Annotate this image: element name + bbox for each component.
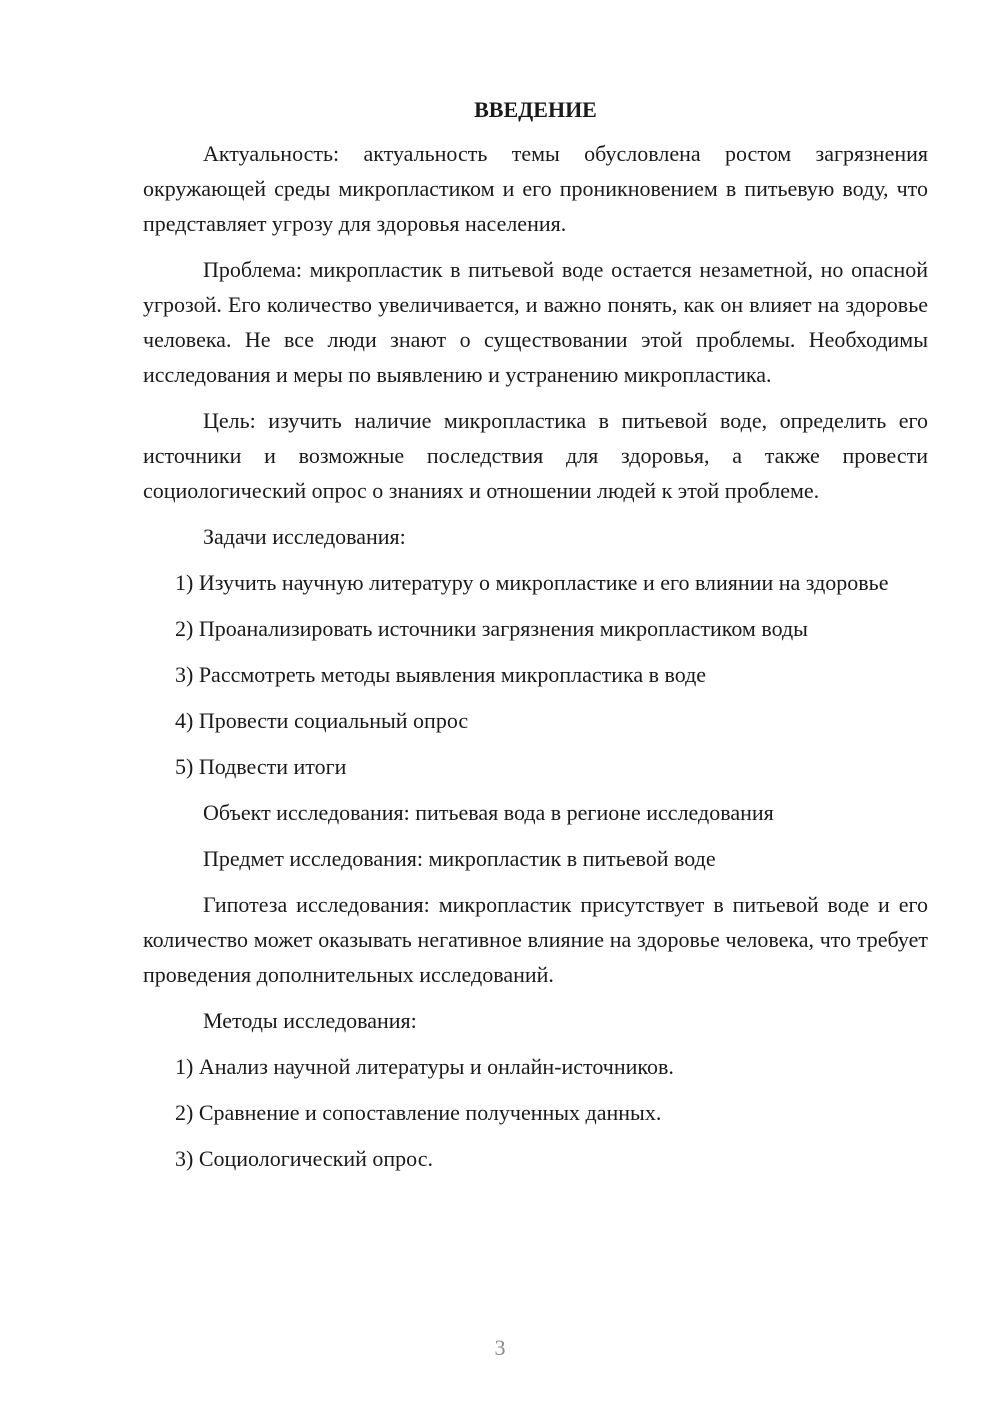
page-number: 3 <box>494 1335 506 1360</box>
relevance-paragraph: Актуальность: актуальность темы обусловлена ростом загрязнения окружающей среды микропластиком и его проникновением в питьевую воду, что представляет угрозу для здоровья населения. <box>143 141 928 236</box>
goal-paragraph: Цель: изучить наличие микропластика в питьевой воде, определить его источники и возможные последствия для здоровья, а также провести социологический опрос о знаниях и отношении людей к этой проблеме. <box>143 408 928 503</box>
method-item: 2) Сравнение и сопоставление полученных данных. <box>175 1100 662 1125</box>
methods-heading: Методы исследования: <box>203 1008 417 1033</box>
hypothesis-paragraph: Гипотеза исследования: микропластик присутствует в питьевой воде и его количество может оказывать негативное влияние на здоровье человека, что требует проведения дополнительных исследований. <box>143 892 928 987</box>
problem-paragraph: Проблема: микропластик в питьевой воде остается незаметной, но опасной угрозой. Его количество увеличивается, и важно понять, как он влияет на здоровье человека. Не все люди знают о существовании этой проблемы. Необходимы исследования и меры по выявлению и устранению микропластика. <box>143 257 928 387</box>
object-paragraph: Объект исследования: питьевая вода в регионе исследования <box>203 800 774 825</box>
page-content <box>143 92 928 1187</box>
task-item: 1) Изучить научную литературу о микропластике и его влиянии на здоровье <box>175 570 889 595</box>
task-item: 3) Рассмотреть методы выявления микропластика в воде <box>175 662 707 687</box>
task-item: 5) Подвести итоги <box>175 754 347 779</box>
subject-paragraph: Предмет исследования: микропластик в питьевой воде <box>203 846 716 871</box>
task-item: 2) Проанализировать источники загрязнения микропластиком воды <box>175 616 808 641</box>
task-item: 4) Провести социальный опрос <box>175 708 469 733</box>
page-title: ВВЕДЕНИЕ <box>474 97 597 122</box>
method-item: 1) Анализ научной литературы и онлайн-источников. <box>175 1054 674 1079</box>
tasks-heading: Задачи исследования: <box>203 524 406 549</box>
method-item: 3) Социологический опрос. <box>175 1146 433 1171</box>
